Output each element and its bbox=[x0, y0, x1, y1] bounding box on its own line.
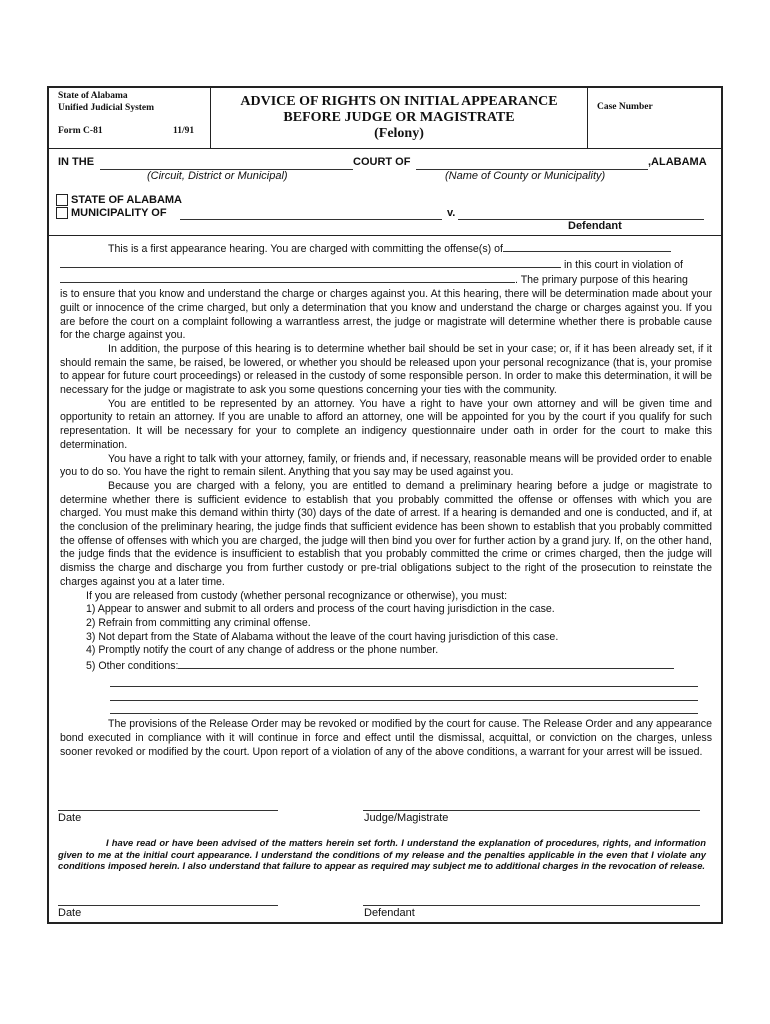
other-conditions-line-2[interactable] bbox=[110, 674, 698, 688]
defendant-signature-line[interactable] bbox=[363, 905, 700, 906]
title-line-1: ADVICE OF RIGHTS ON INITIAL APPEARANCE bbox=[240, 94, 558, 109]
offense-intro: This is a first appearance hearing. You are charged with committing the offense(s) of bbox=[108, 243, 503, 255]
paragraph-6: If you are released from custody (whether personal recognizance or otherwise), you must: bbox=[86, 589, 508, 602]
statute-field[interactable] bbox=[60, 272, 515, 283]
advice-of-rights-form bbox=[47, 86, 723, 924]
municipality-option-label: MUNICIPALITY OF bbox=[71, 207, 167, 219]
paragraph-1-line-1 bbox=[60, 241, 712, 257]
acknowledgment-statement: I have read or have been advised of the matters herein set forth. I understand the explanation of procedures, rights, and information given to me at the initial court appearance. I understand the conditions of my release and the penalties applicable in the even that I violate any conditions imposed herein. I also understand that failure to appear as required may subject me to additional charges in the revocation of release. bbox=[58, 837, 706, 872]
condition-4: 4) Promptly notify the court of any change of address or the phone number. bbox=[86, 644, 439, 657]
offense-field-2[interactable] bbox=[60, 257, 561, 268]
state-option-label: STATE OF ALABAMA bbox=[71, 194, 183, 206]
system-label: Unified Judicial System bbox=[58, 103, 155, 113]
court-divider bbox=[49, 235, 721, 236]
paragraph-1-line-3 bbox=[60, 272, 712, 288]
municipality-field[interactable] bbox=[180, 219, 442, 220]
judge-label: Judge/Magistrate bbox=[364, 812, 449, 824]
condition-5-row bbox=[60, 658, 712, 674]
condition-2: 2) Refrain from committing any criminal offense. bbox=[86, 616, 311, 629]
other-conditions-line-4[interactable] bbox=[110, 701, 698, 715]
paragraph-5: Because you are charged with a felony, you are entitled to demand a preliminary hearing before a judge or magistrate to determine whether there is sufficient evidence to establish that you probably committed the offense or offenses with which you are charged. You must make this demand within thirty (30) days of the date of arrest. If a hearing is demanded and one is conducted, and if, at the conclusion of the preliminary hearing, the judge finds that sufficient evidence has been shown to establish that you probably committed the offense of offenses with which you are charged, the judge will then bind you over for further action by a grand jury. If, on the other hand, the judge finds that the evidence is insufficient to establish that you probably committed the crime or crimes charged, then the judge will dismiss the charge and discharge you from further custody or pre-trial obligations subject to the right of the prosecution to reinstate the charges against you at a later time. bbox=[60, 479, 712, 588]
title-line-2: BEFORE JUDGE OR MAGISTRATE bbox=[283, 110, 515, 125]
state-checkbox[interactable] bbox=[56, 194, 68, 206]
alabama-label: ,ALABAMA bbox=[648, 156, 707, 168]
case-number-field[interactable] bbox=[588, 88, 721, 148]
municipality-checkbox[interactable] bbox=[56, 207, 68, 219]
date-label-2: Date bbox=[58, 907, 82, 919]
date-line-1[interactable] bbox=[58, 810, 278, 811]
form-title bbox=[211, 88, 588, 148]
county-hint: (Name of County or Municipality) bbox=[445, 170, 606, 182]
in-the-label: IN THE bbox=[58, 156, 95, 168]
condition-3: 3) Not depart from the State of Alabama without the leave of the court having jurisdiction of this case. bbox=[86, 630, 559, 643]
condition-1: 1) Appear to answer and submit to all orders and process of the court having jurisdiction in the case. bbox=[86, 603, 555, 616]
offense-field[interactable] bbox=[503, 241, 671, 252]
violation-text: in this court in violation of bbox=[563, 258, 683, 271]
paragraph-2: In addition, the purpose of this hearing is to determine whether bail should be set in your case; or, if it has been already set, if it should remain the same, be raised, be lowered, or whether you should be released upon your personal recognizance (that is, your promise to appear for future court proceedings) or released in the custody of some responsible person. In order to make this determination, it will be necessary for the judge or magistrate to ask you some questions concerning your ties with the community. bbox=[60, 342, 712, 397]
date-line-2[interactable] bbox=[58, 905, 278, 906]
other-conditions-field[interactable] bbox=[178, 658, 674, 669]
paragraph-7: The provisions of the Release Order may be revoked or modified by the court for cause. The Release Order and any appearance bond executed in compliance with it will continue in force and effect until the dismissal, acquittal, or conviction on the charges, unless sooner revoked or modified by the court. Upon report of a violation of any of the above conditions, a warrant for your arrest will be issued. bbox=[60, 718, 712, 758]
header-divider bbox=[49, 148, 721, 149]
rights-body bbox=[60, 241, 712, 759]
court-of-label: COURT OF bbox=[353, 156, 411, 168]
date-label-1: Date bbox=[58, 812, 82, 824]
paragraph-1-rest: is to ensure that you know and understand the charge or charges against you. At this hearing, there will be determination made about your guilt or innocence of the crime charged, but only a determination that you know and understand the charge or charges against you. If you are before the court on a complaint following a warrantless arrest, the judge or magistrate will determine whether there is probable cause for the charge against you. bbox=[60, 288, 712, 342]
defendant-signature-label: Defendant bbox=[364, 907, 415, 919]
condition-5: 5) Other conditions: bbox=[86, 660, 179, 673]
paragraph-1-line-2 bbox=[60, 257, 712, 273]
title-line-3: (Felony) bbox=[374, 126, 424, 141]
other-conditions-line-3[interactable] bbox=[110, 687, 698, 701]
purpose-text: . The primary purpose of this hearing bbox=[515, 274, 688, 287]
judge-signature-line[interactable] bbox=[363, 810, 700, 811]
header-left-block bbox=[49, 88, 211, 148]
defendant-label: Defendant bbox=[568, 220, 622, 232]
versus-label: v. bbox=[447, 207, 456, 219]
court-type-hint: (Circuit, District or Municipal) bbox=[147, 170, 288, 182]
paragraph-4: You have a right to talk with your attorney, family, or friends and, if necessary, reasonable means will be provided order to enable you to do so. You have the right to remain silent. Anything that you say may be used against you. bbox=[60, 452, 712, 479]
paragraph-3: You are entitled to be represented by an attorney. You have a right to have your own attorney and will be given time and opportunity to retain an attorney. If you are unable to afford an attorney, one will be appointed for you by the court if you qualify for such representation. It will be necessary for your to complete an indigency questionnaire under oath in order for the court to make this determination. bbox=[60, 397, 712, 451]
state-label: State of Alabama bbox=[58, 91, 128, 101]
form-date: 11/91 bbox=[173, 126, 195, 136]
form-code: Form C-81 bbox=[58, 126, 103, 136]
case-number-label: Case Number bbox=[597, 102, 653, 112]
